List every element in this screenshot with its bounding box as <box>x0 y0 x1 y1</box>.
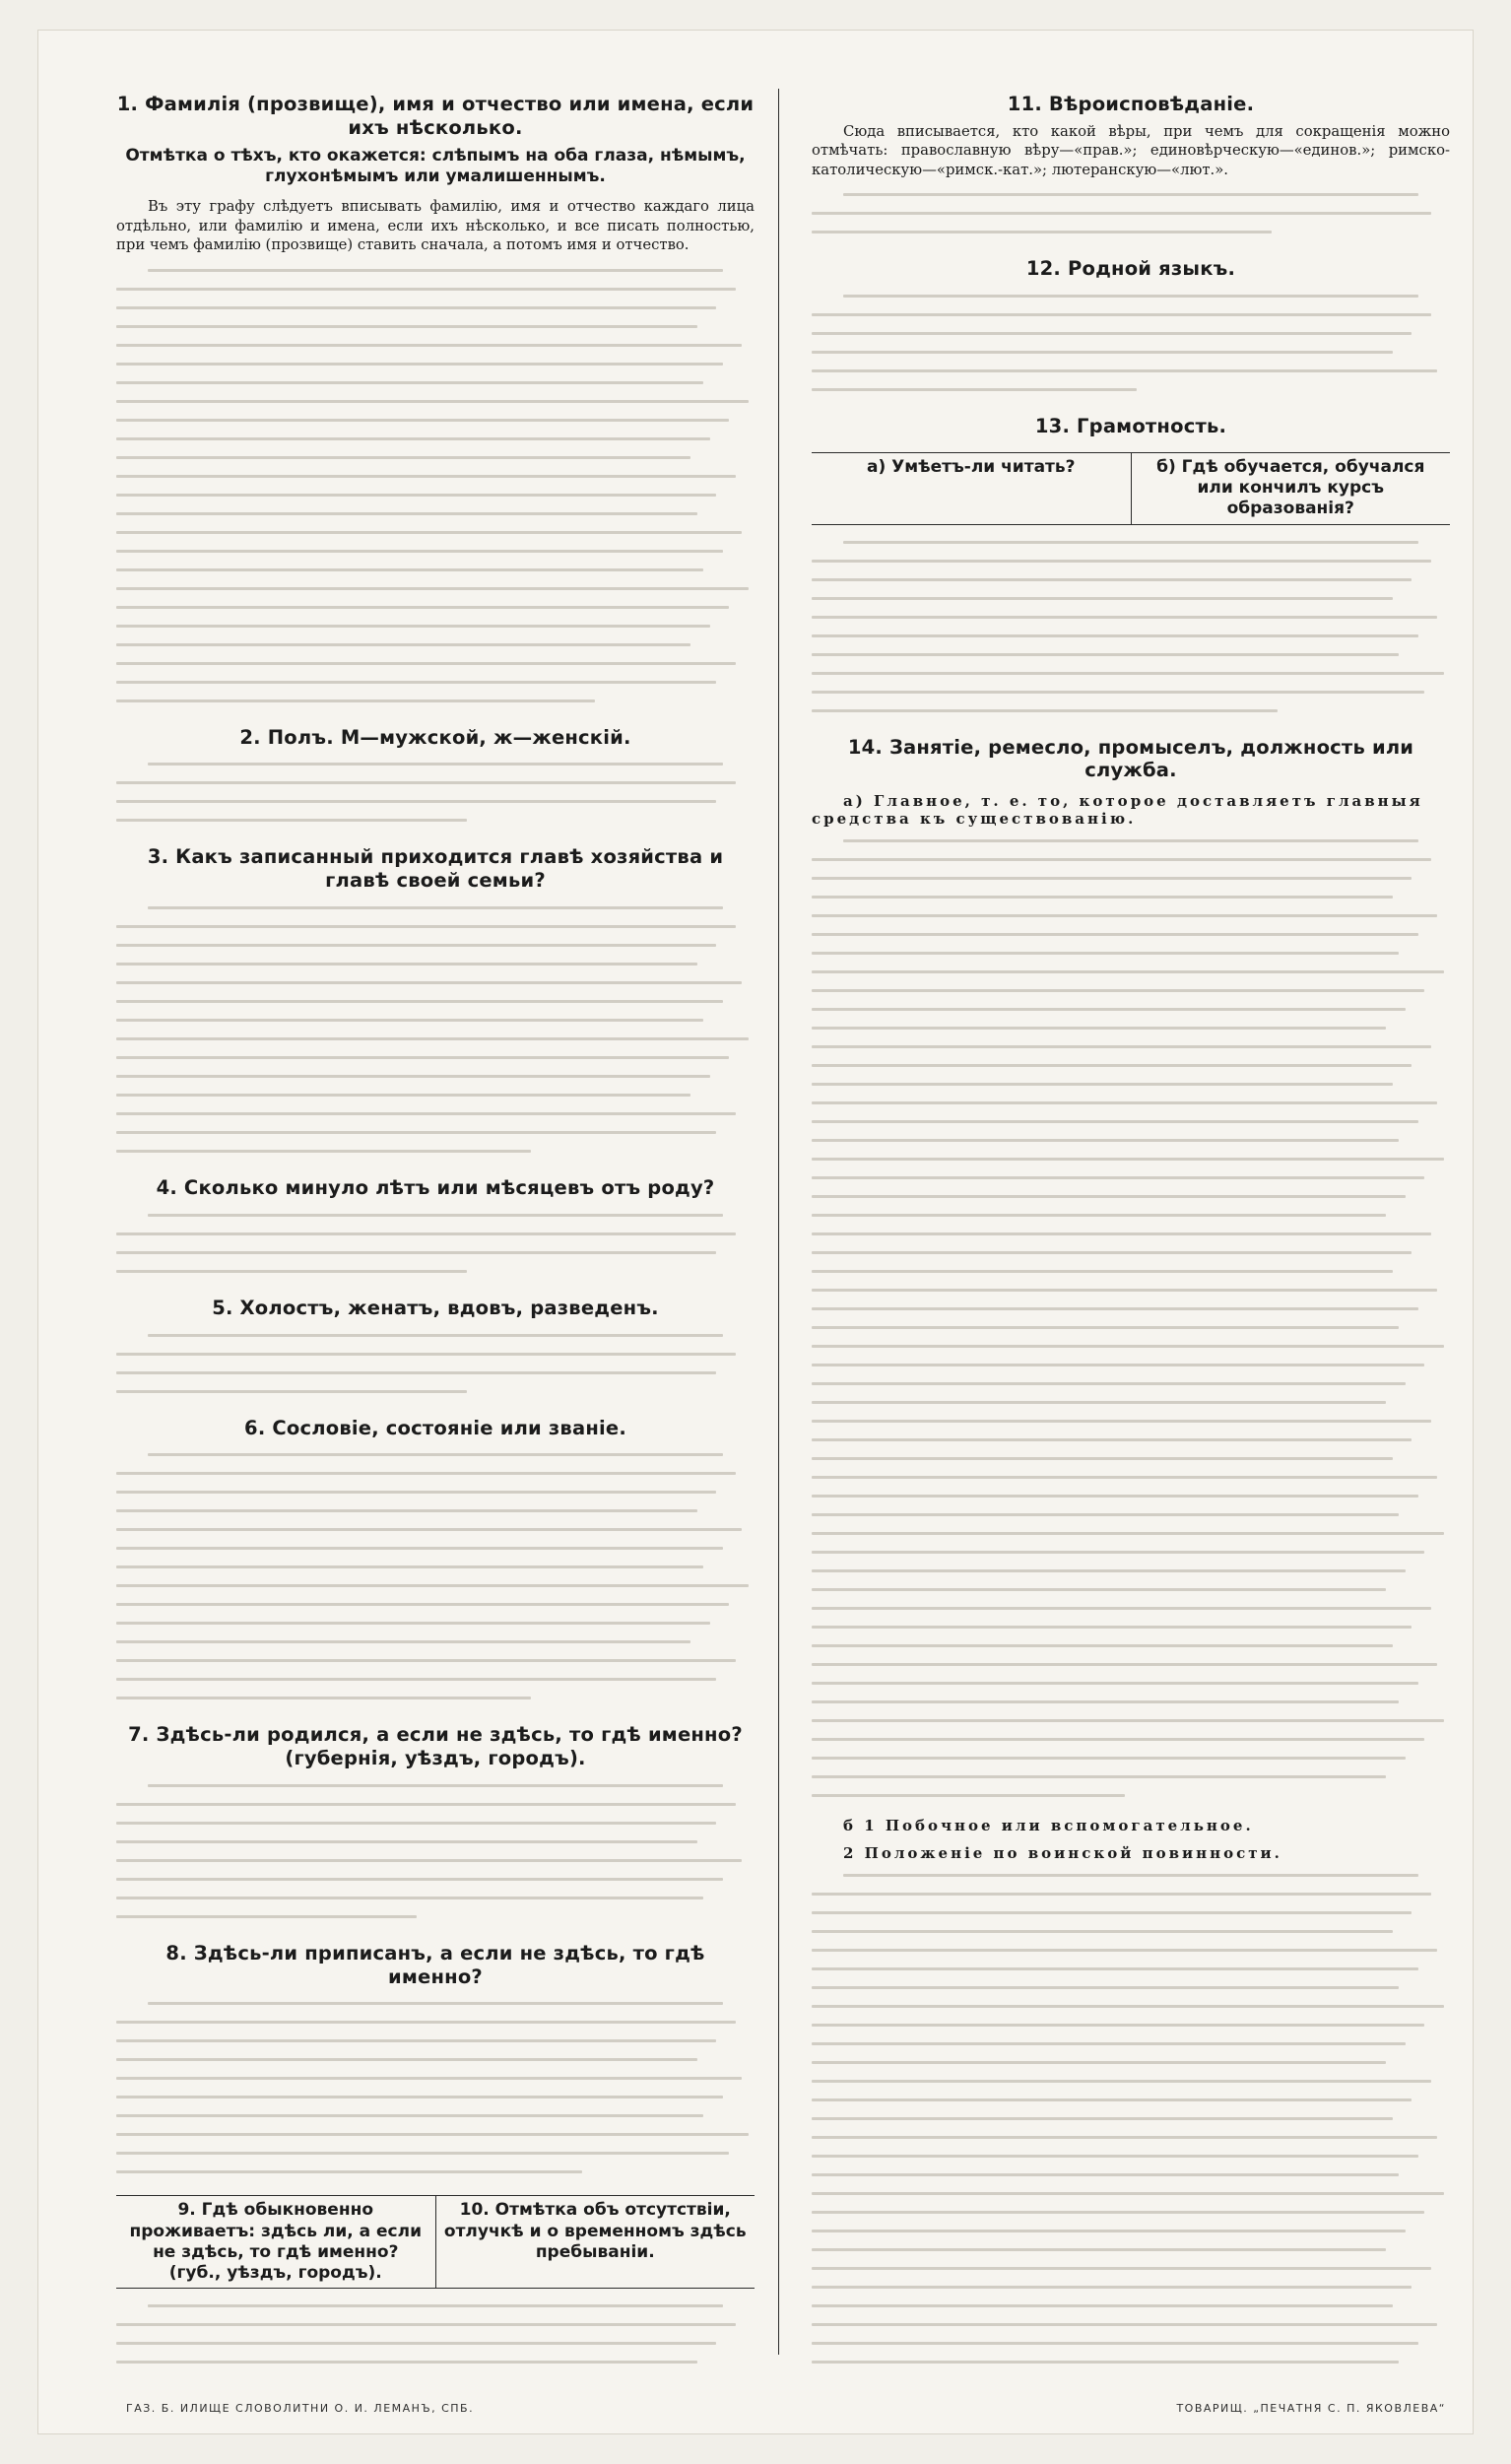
section-14-main-illegible-text <box>812 832 1450 1805</box>
illegible-text-line <box>812 1618 1450 1636</box>
illegible-text-line <box>812 1730 1450 1749</box>
illegible-text-line <box>116 411 755 430</box>
section-13-illegible-text <box>812 533 1450 720</box>
illegible-text-line <box>812 533 1450 552</box>
illegible-text-line <box>812 2203 1450 2222</box>
right-column <box>812 89 1450 2364</box>
illegible-text-line <box>116 1206 755 1225</box>
illegible-text-line <box>116 617 755 635</box>
illegible-text-line <box>116 1576 755 1595</box>
illegible-text-line <box>812 589 1450 608</box>
section-6-heading: 6. Сословіе, состояніе или званіе. <box>244 1416 626 1439</box>
illegible-text-line <box>116 2069 755 2088</box>
illegible-text-line <box>812 1749 1450 1767</box>
illegible-text-line <box>812 627 1450 645</box>
illegible-text-line <box>812 1960 1450 1978</box>
illegible-text-line <box>116 317 755 336</box>
illegible-text-line <box>116 561 755 579</box>
illegible-text-line <box>116 936 755 955</box>
illegible-text-line <box>812 1562 1450 1580</box>
illegible-text-line <box>812 1168 1450 1187</box>
illegible-text-line <box>812 1393 1450 1412</box>
illegible-text-line <box>116 2315 755 2334</box>
illegible-text-line <box>116 2334 755 2353</box>
illegible-text-line <box>116 755 755 773</box>
section-10-heading: 10. Отмѣтка объ отсутствіи, отлучкѣ и о временномъ здѣсь пребываніи. <box>435 2196 756 2288</box>
illegible-text-line <box>812 2147 1450 2165</box>
printer-footer <box>116 2394 1476 2433</box>
illegible-text-line <box>116 504 755 523</box>
section-11-paragraph: Сюда вписывается, кто какой вѣры, при чемъ для сокращенія можно отмѣчать: православную вѣру—«прав.»; единовѣрческую—«единов.»; римско-католическую—«римск.-кат.»; лютеранскую—«лют.». <box>812 122 1450 178</box>
illegible-text-line <box>812 963 1450 981</box>
illegible-text-line <box>812 981 1450 1000</box>
section-13-subheadings <box>812 452 1450 525</box>
illegible-text-line <box>116 692 755 710</box>
illegible-text-line <box>116 2125 755 2144</box>
illegible-text-line <box>812 1000 1450 1019</box>
illegible-text-line <box>116 336 755 355</box>
illegible-text-line <box>812 2353 1450 2364</box>
illegible-text-line <box>116 523 755 542</box>
section-13-col-a: а) Умѣетъ-ли читать? <box>866 456 1076 477</box>
section-4-heading: 4. Сколько минуло лѣтъ или мѣсяцевъ отъ роду? <box>156 1176 715 1199</box>
section-1-note: Отмѣтка о тѣхъ, кто окажется: слѣпымъ на оба глаза, нѣмымъ, глухонѣмымъ или умалишеннымъ. <box>125 145 746 186</box>
illegible-text-line <box>116 261 755 280</box>
illegible-text-line <box>812 1941 1450 1960</box>
illegible-text-line <box>116 579 755 598</box>
illegible-text-line <box>116 1520 755 1539</box>
illegible-text-line <box>116 2031 755 2050</box>
illegible-text-line <box>812 1131 1450 1150</box>
illegible-text-line <box>116 2106 755 2125</box>
column-divider <box>778 89 779 2355</box>
section-8-heading: 8. Здѣсь-ли приписанъ, а если не здѣсь, то гдѣ именно? <box>165 1941 705 1988</box>
section-14-sub-b2: 2 Положеніе по воинской повинности. <box>843 1844 1282 1863</box>
illegible-text-line <box>812 1468 1450 1487</box>
illegible-text-line <box>812 324 1450 343</box>
illegible-text-line <box>116 598 755 617</box>
illegible-text-line <box>116 1670 755 1689</box>
section-14-heading: 14. Занятіе, ремесло, промыселъ, должность или служба. <box>847 735 1414 782</box>
footer-typefoundry-imprint: ГАЗ. Б. ИЛИЩЕ СЛОВОЛИТНИ О. И. ЛЕМАНЪ, СПБ. <box>126 2402 475 2415</box>
illegible-text-line <box>116 1445 755 1464</box>
illegible-text-line <box>116 1832 755 1851</box>
illegible-text-line <box>812 1374 1450 1393</box>
section-2-heading: 2. Полъ. М—мужской, ж—женскій. <box>239 725 631 749</box>
illegible-text-line <box>812 1674 1450 1693</box>
section-11-heading: 11. Вѣроисповѣданіе. <box>1007 93 1255 115</box>
illegible-text-line <box>812 1056 1450 1075</box>
illegible-text-line <box>812 2240 1450 2259</box>
illegible-text-line <box>812 1112 1450 1131</box>
illegible-text-line <box>812 1281 1450 1299</box>
illegible-text-line <box>812 1786 1450 1805</box>
section-14-sub-b: б 1 Побочное или вспомогательное. <box>843 1817 1254 1835</box>
census-sheet <box>37 30 1474 2434</box>
illegible-text-line <box>812 1997 1450 2016</box>
illegible-text-line <box>116 355 755 373</box>
illegible-text-line <box>812 608 1450 627</box>
section-5-illegible-text <box>116 1326 755 1401</box>
section-8-illegible-text <box>116 1994 755 2181</box>
illegible-text-line <box>812 2278 1450 2297</box>
illegible-text-line <box>116 1632 755 1651</box>
illegible-text-line <box>116 2050 755 2069</box>
illegible-text-line <box>116 448 755 467</box>
illegible-text-line <box>812 1075 1450 1094</box>
illegible-text-line <box>116 1364 755 1382</box>
illegible-text-line <box>812 1978 1450 1997</box>
illegible-text-line <box>812 2091 1450 2109</box>
illegible-text-line <box>116 773 755 792</box>
illegible-text-line <box>812 850 1450 869</box>
illegible-text-line <box>116 1086 755 1104</box>
illegible-text-line <box>812 869 1450 888</box>
illegible-text-line <box>812 2297 1450 2315</box>
illegible-text-line <box>812 944 1450 963</box>
illegible-text-line <box>812 1019 1450 1037</box>
illegible-text-line <box>812 1866 1450 1885</box>
illegible-text-line <box>812 1150 1450 1168</box>
illegible-text-line <box>116 299 755 317</box>
illegible-text-line <box>812 1262 1450 1281</box>
section-4-illegible-text <box>116 1206 755 1281</box>
section-5-heading: 5. Холостъ, женатъ, вдовъ, разведенъ. <box>212 1296 659 1319</box>
illegible-text-line <box>116 1651 755 1670</box>
illegible-text-line <box>116 1104 755 1123</box>
illegible-text-line <box>812 1636 1450 1655</box>
illegible-text-line <box>812 906 1450 925</box>
illegible-text-line <box>812 1580 1450 1599</box>
illegible-text-line <box>812 832 1450 850</box>
illegible-text-line <box>812 1505 1450 1524</box>
illegible-text-line <box>116 280 755 299</box>
illegible-text-line <box>812 204 1450 223</box>
illegible-text-line <box>116 486 755 504</box>
section-13-heading: 13. Грамотность. <box>1034 415 1227 438</box>
illegible-text-line <box>116 1870 755 1889</box>
illegible-text-line <box>812 1449 1450 1468</box>
illegible-text-line <box>116 955 755 973</box>
illegible-text-line <box>116 1326 755 1345</box>
illegible-text-line <box>812 343 1450 362</box>
illegible-text-line <box>812 2315 1450 2334</box>
illegible-text-line <box>116 1539 755 1558</box>
illegible-text-line <box>812 1094 1450 1112</box>
illegible-text-line <box>812 1655 1450 1674</box>
illegible-text-line <box>116 673 755 692</box>
illegible-text-line <box>812 888 1450 906</box>
illegible-text-line <box>812 1693 1450 1711</box>
illegible-text-line <box>812 570 1450 589</box>
footer-printing-house-imprint: ТОВАРИЩ. „ПЕЧАТНЯ С. П. ЯКОВЛЕВА“ <box>1176 2402 1446 2415</box>
illegible-text-line <box>812 362 1450 380</box>
illegible-text-line <box>116 542 755 561</box>
illegible-text-line <box>812 1599 1450 1618</box>
illegible-text-line <box>116 467 755 486</box>
illegible-text-line <box>116 430 755 448</box>
sections-9-10-illegible-text <box>116 2297 755 2364</box>
illegible-text-line <box>812 1037 1450 1056</box>
illegible-text-line <box>812 1206 1450 1225</box>
illegible-text-line <box>116 392 755 411</box>
left-column <box>116 89 755 2364</box>
illegible-text-line <box>116 1345 755 1364</box>
section-7-illegible-text <box>116 1776 755 1926</box>
section-6-illegible-text <box>116 1445 755 1707</box>
illegible-text-line <box>812 1431 1450 1449</box>
illegible-text-line <box>812 2259 1450 2278</box>
illegible-text-line <box>116 1776 755 1795</box>
illegible-text-line <box>116 1382 755 1401</box>
illegible-text-line <box>812 645 1450 664</box>
illegible-text-line <box>116 792 755 811</box>
illegible-text-line <box>116 1464 755 1483</box>
illegible-text-line <box>812 2072 1450 2091</box>
illegible-text-line <box>116 373 755 392</box>
illegible-text-line <box>116 2088 755 2106</box>
illegible-text-line <box>812 1711 1450 1730</box>
illegible-text-line <box>116 1889 755 1907</box>
section-13-col-b: б) Гдѣ обучается, обучался или кончилъ курсъ образованія? <box>1131 453 1451 524</box>
section-3-illegible-text <box>116 899 755 1161</box>
illegible-text-line <box>812 2109 1450 2128</box>
illegible-text-line <box>812 1412 1450 1431</box>
illegible-text-line <box>812 305 1450 324</box>
illegible-text-line <box>116 1067 755 1086</box>
illegible-text-line <box>116 1614 755 1632</box>
illegible-text-line <box>116 1011 755 1030</box>
illegible-text-line <box>812 1318 1450 1337</box>
illegible-text-line <box>812 1487 1450 1505</box>
illegible-text-line <box>812 2334 1450 2353</box>
illegible-text-line <box>812 2128 1450 2147</box>
illegible-text-line <box>812 1543 1450 1562</box>
illegible-text-line <box>812 1337 1450 1356</box>
illegible-text-line <box>116 1994 755 2013</box>
illegible-text-line <box>812 1187 1450 1206</box>
section-2-illegible-text <box>116 755 755 830</box>
illegible-text-line <box>812 552 1450 570</box>
illegible-text-line <box>116 2163 755 2181</box>
illegible-text-line <box>116 654 755 673</box>
illegible-text-line <box>812 1903 1450 1922</box>
illegible-text-line <box>116 1501 755 1520</box>
illegible-text-line <box>812 223 1450 241</box>
illegible-text-line <box>812 2016 1450 2034</box>
illegible-text-line <box>116 1595 755 1614</box>
section-11-illegible-text <box>812 185 1450 241</box>
illegible-text-line <box>116 1142 755 1161</box>
illegible-text-line <box>812 2222 1450 2240</box>
illegible-text-line <box>812 1299 1450 1318</box>
illegible-text-line <box>116 1262 755 1281</box>
section-1-heading: 1. Фамилія (прозвище), имя и отчество или имена, если ихъ нѣсколько. <box>116 93 755 139</box>
illegible-text-line <box>116 973 755 992</box>
illegible-text-line <box>116 1030 755 1048</box>
section-12-illegible-text <box>812 287 1450 399</box>
section-12-heading: 12. Родной языкъ. <box>1025 257 1236 281</box>
illegible-text-line <box>812 1225 1450 1243</box>
illegible-text-line <box>812 664 1450 683</box>
illegible-text-line <box>812 925 1450 944</box>
illegible-text-line <box>812 380 1450 399</box>
illegible-text-line <box>812 683 1450 701</box>
section-7-heading: 7. Здѣсь-ли родился, а если не здѣсь, то гдѣ именно? (губернія, уѣздъ, городъ). <box>128 1723 743 1770</box>
illegible-text-line <box>116 1851 755 1870</box>
illegible-text-line <box>812 1885 1450 1903</box>
illegible-text-line <box>812 1356 1450 1374</box>
illegible-text-line <box>812 1243 1450 1262</box>
illegible-text-line <box>116 811 755 830</box>
sections-9-10-header <box>116 2195 755 2289</box>
illegible-text-line <box>116 1123 755 1142</box>
illegible-text-line <box>812 287 1450 305</box>
illegible-text-line <box>116 635 755 654</box>
section-1-paragraph: Въ эту графу слѣдуетъ вписывать фамилію, имя и отчество каждаго лица отдѣльно, или фамилію и имена, если ихъ нѣсколько, и все писать полностью, при чемъ фамилію (прозвище) ставить сначала, а потомъ имя и отчество. <box>116 198 755 254</box>
section-9-heading: 9. Гдѣ обыкновенно проживаетъ: здѣсь ли, а если не здѣсь, то гдѣ именно? (губ., уѣздъ, городъ). <box>129 2200 422 2284</box>
illegible-text-line <box>116 2297 755 2315</box>
illegible-text-line <box>116 1225 755 1243</box>
section-3-heading: 3. Какъ записанный приходится главѣ хозяйства и главѣ своей семьи? <box>147 845 724 893</box>
section-1-illegible-text <box>116 261 755 710</box>
illegible-text-line <box>116 1243 755 1262</box>
illegible-text-line <box>116 1907 755 1926</box>
illegible-text-line <box>812 2184 1450 2203</box>
illegible-text-line <box>116 1814 755 1832</box>
illegible-text-line <box>116 2013 755 2031</box>
census-instructions-page <box>116 89 1476 2415</box>
illegible-text-line <box>812 2053 1450 2072</box>
illegible-text-line <box>812 2165 1450 2184</box>
illegible-text-line <box>116 899 755 917</box>
illegible-text-line <box>116 1483 755 1501</box>
illegible-text-line <box>116 1048 755 1067</box>
illegible-text-line <box>116 1689 755 1707</box>
illegible-text-line <box>116 1795 755 1814</box>
illegible-text-line <box>812 1767 1450 1786</box>
illegible-text-line <box>116 917 755 936</box>
section-14-sub-a: а) Главное, т. е. то, которое доставляетъ главныя средства къ существованію. <box>812 792 1423 829</box>
illegible-text-line <box>116 992 755 1011</box>
illegible-text-line <box>116 2144 755 2163</box>
illegible-text-line <box>116 1558 755 1576</box>
illegible-text-line <box>812 1922 1450 1941</box>
illegible-text-line <box>116 2353 755 2364</box>
illegible-text-line <box>812 2034 1450 2053</box>
illegible-text-line <box>812 701 1450 720</box>
illegible-text-line <box>812 1524 1450 1543</box>
section-14-military-illegible-text <box>812 1866 1450 2364</box>
illegible-text-line <box>812 185 1450 204</box>
